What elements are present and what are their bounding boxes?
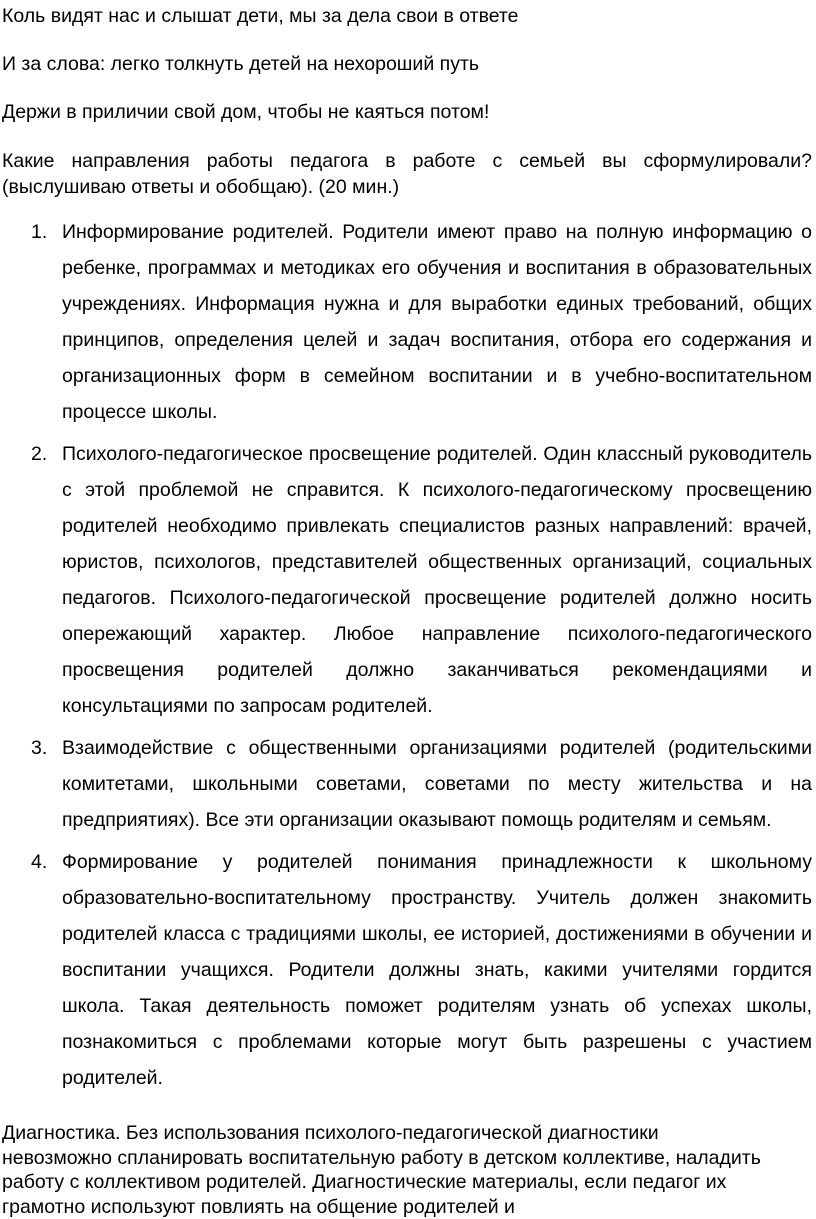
epigraph-line-1: Коль видят нас и слышат дети, мы за дела свои в ответе <box>2 5 519 27</box>
list-item-text: Взаимодействие с общественными организациями родителей (родительскими комитетами, школьными советами, советами по месту жительства и на предприятиях). Все эти организации оказывают помощь родителям и семьям. <box>62 737 812 831</box>
directions-list <box>0 214 812 1102</box>
list-item-number: 4. <box>31 851 48 873</box>
list-item <box>0 844 812 1096</box>
list-item <box>0 214 812 430</box>
list-item-text: Формирование у родителей понимания принадлежности к школьному образовательно-воспитательному пространству. Учитель должен знакомить родителей класса с традициями школы, ее историей, достижениями в обучении и воспитании учащихся. Родители должны знать, какими учителями гордится школа. Такая деятельность поможет родителям узнать об успехах школы, познакомиться с проблемами которые могут быть разрешены с участием родителей. <box>62 851 812 1089</box>
list-item <box>0 730 812 838</box>
list-item <box>0 436 812 724</box>
list-item-text: Информирование родителей. Родители имеют право на полную информацию о ребенке, программах и методиках его обучения и воспитания в образовательных учреждениях. Информация нужна и для выработки единых требований, общих принципов, определения целей и задач воспитания, отбора его содержания и организационных форм в семейном воспитании и в учебно-воспитательном процессе школы. <box>62 221 812 423</box>
question-paragraph: Какие направления работы педагога в работе с семьей вы сформулировали? (выслушиваю ответы и обобщаю). (20 мин.) <box>2 150 812 198</box>
list-item-text: Психолого-педагогическое просвещение родителей. Один классный руководитель с этой проблемой не справится. К психолого-педагогическому просвещению родителей необходимо привлекать специалистов разных направлений: врачей, юристов, психологов, представителей общественных организаций, социальных педагогов. Психолого-педагогической просвещение родителей должно носить опережающий характер. Любое направление психолого-педагогического просвещения родителей должно заканчиваться рекомендациями и консультациями по запросам родителей. <box>62 443 812 717</box>
list-item-number: 1. <box>31 221 48 243</box>
list-item-number: 2. <box>31 443 48 465</box>
epigraph-line-2: И за слова: легко толкнуть детей на нехороший путь <box>2 53 480 75</box>
list-item-number: 3. <box>31 737 48 759</box>
closing-paragraph: Диагностика. Без использования психолого-педагогической диагностики невозможно спланировать воспитательную работу в детском коллективе, наладить работу с коллективом родителей. Диагностические материалы, если педагог их грамотно используют повлиять на общение родителей и <box>2 1122 761 1218</box>
epigraph-line-3: Держи в приличии свой дом, чтобы не каяться потом! <box>2 101 490 123</box>
